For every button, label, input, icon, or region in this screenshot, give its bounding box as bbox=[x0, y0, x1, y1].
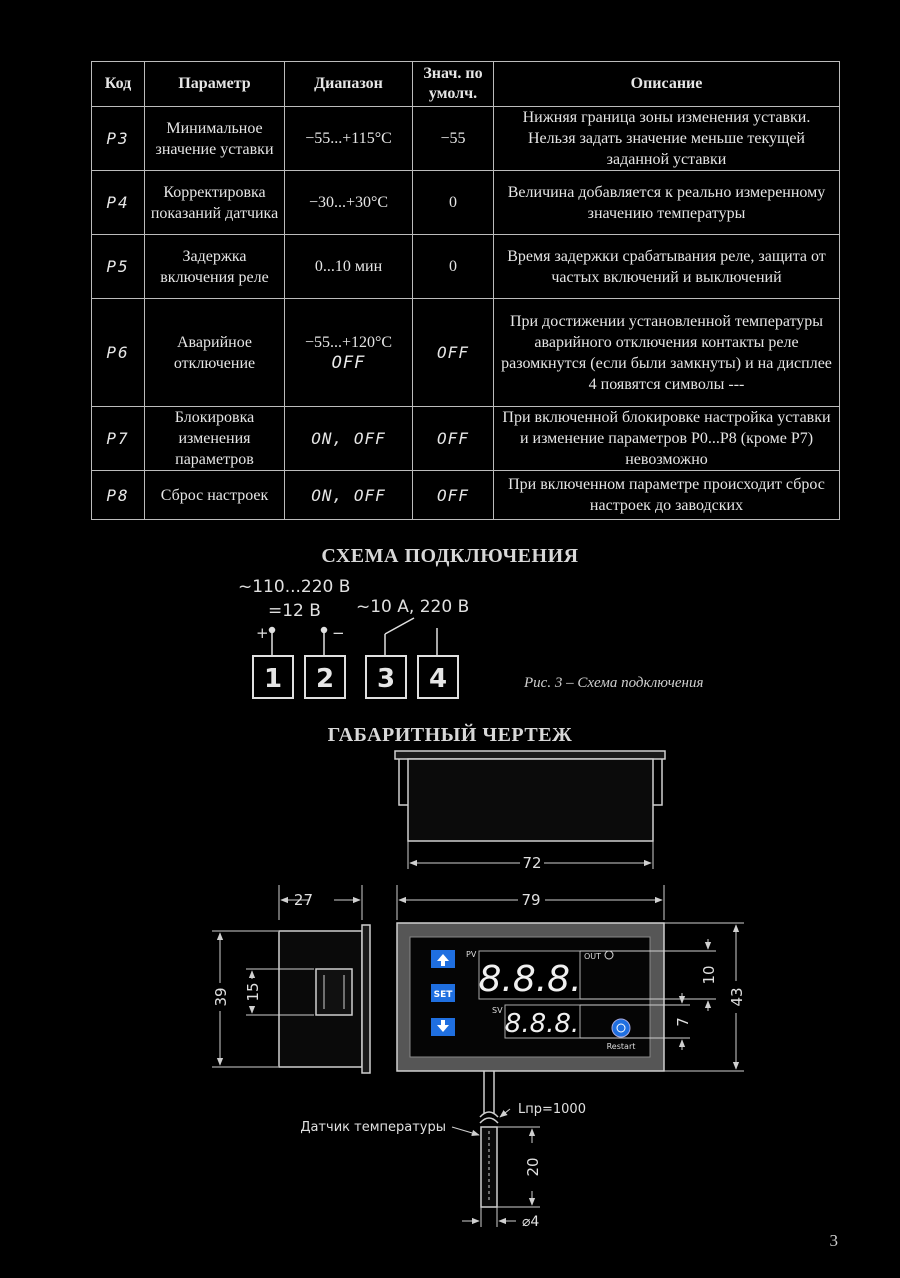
cable-leader bbox=[500, 1109, 510, 1117]
drawing-title: ГАБАРИТНЫЙ ЧЕРТЕЖ bbox=[327, 724, 573, 746]
param-range bbox=[285, 171, 413, 235]
cable-break-icon bbox=[480, 1112, 498, 1117]
table-row bbox=[92, 471, 840, 520]
wire-1-dot bbox=[270, 628, 275, 633]
relay-contact bbox=[385, 618, 414, 634]
range-text: −55...+120°C bbox=[304, 333, 393, 351]
param-name: Задержка включения реле bbox=[145, 235, 285, 299]
sv-label: SV bbox=[492, 1006, 503, 1015]
cable-break-icon bbox=[480, 1118, 498, 1123]
param-code: P3 bbox=[92, 107, 145, 171]
header-default: Знач. по умолч. bbox=[413, 62, 494, 107]
param-range bbox=[285, 299, 413, 407]
table-row bbox=[92, 407, 840, 471]
terminal-3-label: 3 bbox=[376, 664, 396, 694]
plus-sign: + bbox=[256, 624, 269, 642]
param-name: Аварийное отключение bbox=[145, 299, 285, 407]
set-button-label: SET bbox=[433, 990, 453, 1000]
param-default: 0 bbox=[413, 171, 494, 235]
side-view-connector bbox=[316, 969, 352, 1015]
dim-20-label: 20 bbox=[524, 1157, 542, 1177]
param-default: OFF bbox=[413, 407, 494, 471]
header-parameter: Параметр bbox=[145, 62, 285, 107]
pv-label: PV bbox=[466, 950, 477, 959]
top-view-body bbox=[408, 759, 653, 841]
dim-72-label: 72 bbox=[522, 854, 542, 872]
table-row bbox=[92, 235, 840, 299]
top-view-flange bbox=[395, 751, 665, 759]
param-range: ON, OFF bbox=[285, 407, 413, 471]
table-row bbox=[92, 171, 840, 235]
terminal-2-label: 2 bbox=[315, 664, 335, 694]
wiring-caption: Рис. 3 – Схема подключения bbox=[524, 675, 704, 691]
range-seg-text: OFF bbox=[331, 352, 366, 373]
page-number: 3 bbox=[829, 1231, 838, 1250]
param-description: Величина добавляется к реально измеренному значению температуры bbox=[494, 171, 840, 235]
supply-ac-label: ~110...220 В bbox=[238, 577, 351, 597]
cable-length-label: Lпр=1000 bbox=[518, 1102, 586, 1117]
dim-d4-label: ⌀4 bbox=[522, 1214, 540, 1230]
dim-27-label: 27 bbox=[293, 891, 313, 909]
dim-7-label: 7 bbox=[674, 1017, 692, 1027]
side-view-flange bbox=[362, 925, 370, 1073]
sensor-leader bbox=[452, 1127, 479, 1135]
restart-label: Restart bbox=[606, 1042, 636, 1051]
header-description: Описание bbox=[494, 62, 840, 107]
param-description: Нижняя граница зоны изменения уставки. Нельзя задать значение меньше текущей заданной уставки bbox=[494, 107, 840, 171]
param-code: P8 bbox=[92, 471, 145, 520]
sensor-label: Датчик температуры bbox=[300, 1120, 446, 1135]
top-view-clip-left bbox=[399, 759, 408, 805]
minus-sign: − bbox=[332, 624, 345, 642]
terminal-4-label: 4 bbox=[428, 664, 448, 694]
param-default: 0 bbox=[413, 235, 494, 299]
param-name: Блокировка изменения параметров bbox=[145, 407, 285, 471]
range-text: −30...+30°C bbox=[308, 194, 389, 211]
header-range: Диапазон bbox=[285, 62, 413, 107]
dim-43-label: 43 bbox=[728, 987, 746, 1007]
param-name: Сброс настроек bbox=[145, 471, 285, 520]
param-description: Время задержки срабатывания реле, защита от частых включений и выключений bbox=[494, 235, 840, 299]
range-text: 0...10 мин bbox=[314, 258, 383, 275]
wire-2-dot bbox=[322, 628, 327, 633]
header-code: Код bbox=[92, 62, 145, 107]
param-code: P6 bbox=[92, 299, 145, 407]
restart-button[interactable] bbox=[612, 1019, 630, 1037]
dim-79-label: 79 bbox=[521, 891, 541, 909]
table-header-row bbox=[92, 62, 840, 107]
param-name: Корректировка показаний датчика bbox=[145, 171, 285, 235]
wiring-title: СХЕМА ПОДКЛЮЧЕНИЯ bbox=[321, 545, 579, 567]
param-code: P4 bbox=[92, 171, 145, 235]
pv-digits: 8.8.8. bbox=[478, 959, 582, 1000]
supply-dc-label: =12 В bbox=[268, 601, 321, 621]
param-description: При включенном параметре происходит сброс настроек до заводских bbox=[494, 471, 840, 520]
top-view-clip-right bbox=[653, 759, 662, 805]
dim-15-label: 15 bbox=[244, 982, 262, 1002]
table-row bbox=[92, 299, 840, 407]
sv-digits: 8.8.8. bbox=[504, 1009, 580, 1039]
relay-rating-label: ~10 А, 220 В bbox=[356, 597, 470, 617]
param-code: P5 bbox=[92, 235, 145, 299]
param-name: Минимальное значение уставки bbox=[145, 107, 285, 171]
param-description: При достижении установленной температуры аварийного отключения контакты реле разомкнутся (если были замкнуты) и на дисплее 4 появятся символы --- bbox=[494, 299, 840, 407]
wiring-diagram bbox=[0, 570, 900, 710]
dimensional-drawing bbox=[0, 745, 900, 1235]
param-range bbox=[285, 235, 413, 299]
param-range: ON, OFF bbox=[285, 471, 413, 520]
param-code: P7 bbox=[92, 407, 145, 471]
dim-39-label: 39 bbox=[212, 987, 230, 1007]
param-default: OFF bbox=[413, 471, 494, 520]
param-default: −55 bbox=[413, 107, 494, 171]
terminal-1-label: 1 bbox=[263, 664, 283, 694]
table-row bbox=[92, 107, 840, 171]
param-description: При включенной блокировке настройка уставки и изменение параметров P0...P8 (кроме P7) невозможно bbox=[494, 407, 840, 471]
dim-10-label: 10 bbox=[700, 965, 718, 985]
parameters-table bbox=[91, 61, 840, 520]
param-default: OFF bbox=[413, 299, 494, 407]
param-range bbox=[285, 107, 413, 171]
range-text: −55...+115°C bbox=[305, 130, 392, 147]
out-label: OUT bbox=[584, 952, 602, 961]
